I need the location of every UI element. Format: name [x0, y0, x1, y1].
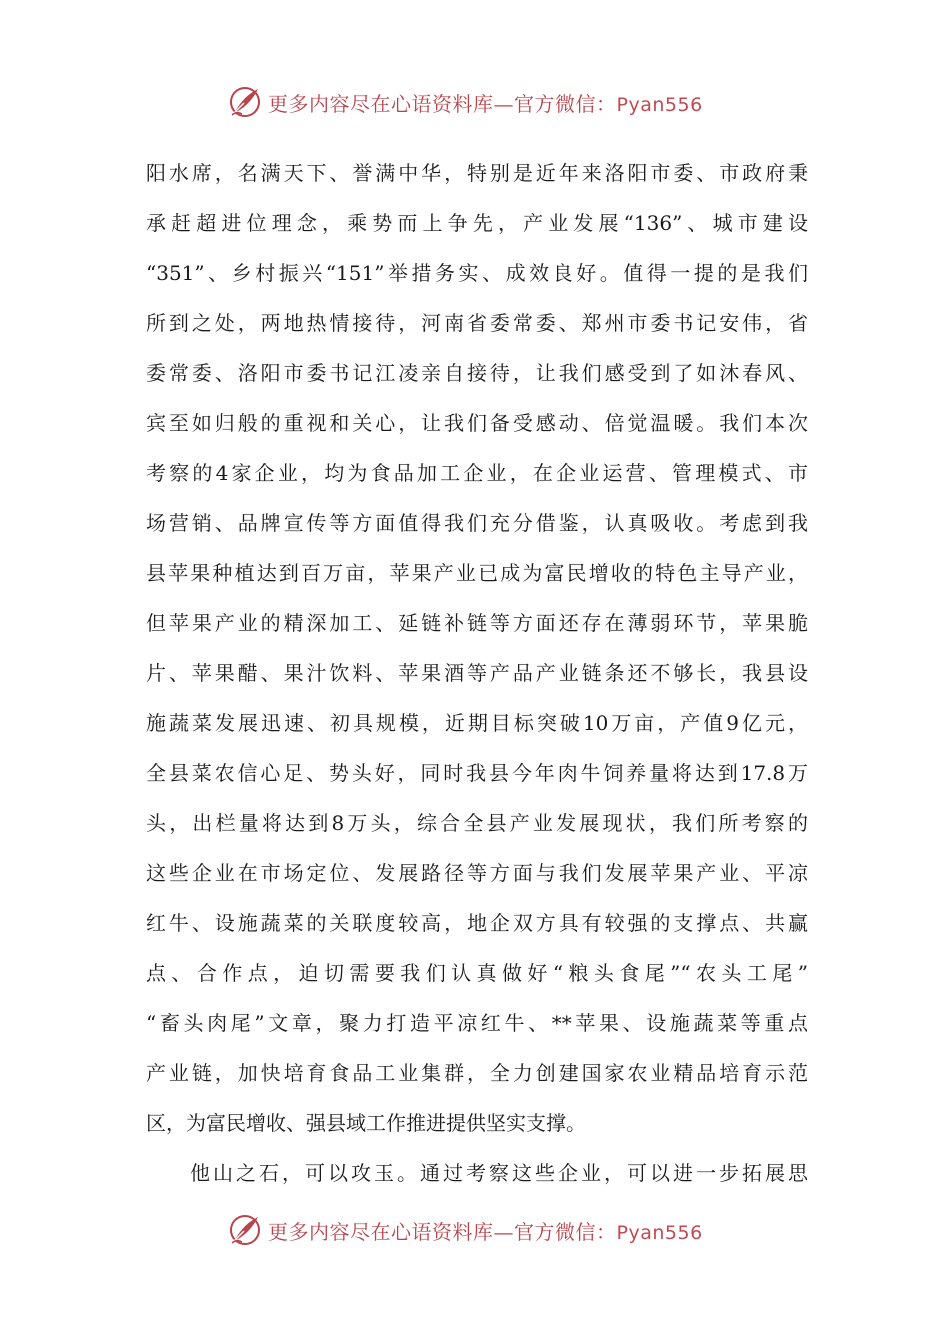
paragraph-1 [146, 148, 808, 1148]
text-line: 承赶超进位理念，乘势而上争先，产业发展“136”、城市建设 [146, 211, 808, 235]
footer-banner-suffix: 官方微信： [514, 1219, 617, 1244]
text-line: 所到之处，两地热情接待，河南省委常委、郑州市委书记安伟，省 [146, 311, 808, 335]
text-line: 施蔬菜发展迅速、初具规模，近期目标突破10万亩，产值9亿元， [146, 711, 808, 735]
header-banner [228, 84, 728, 120]
text-line: 点、合作点，迫切需要我们认真做好“粮头食尾”“农头工尾” [146, 961, 808, 985]
text-line: 宾至如归般的重视和关心，让我们备受感动、倍觉温暖。我们本次 [146, 411, 808, 435]
header-banner-text [268, 88, 703, 117]
footer-banner-text [268, 1216, 703, 1245]
text-line: 片、苹果醋、果汁饮料、苹果酒等产品产业链条还不够长，我县设 [146, 661, 808, 685]
text-line: 但苹果产业的精深加工、延链补链等方面还存在薄弱环节，苹果脆 [146, 611, 808, 635]
text-line: 阳水席，名满天下、誉满中华，特别是近年来洛阳市委、市政府秉 [146, 161, 808, 185]
text-line: 县苹果种植达到百万亩，苹果产业已成为富民增收的特色主导产业， [146, 561, 808, 585]
header-banner-main: 更多内容尽在心语资料库 [268, 91, 494, 116]
paragraph-2 [146, 1148, 808, 1198]
text-line: 产业链，加快培育食品工业集群，全力创建国家农业精品培育示范 [146, 1061, 808, 1085]
text-line: “351”、乡村振兴“151”举措务实、成效良好。值得一提的是我们 [146, 261, 808, 285]
text-line: 这些企业在市场定位、发展路径等方面与我们发展苹果产业、平凉 [146, 861, 808, 885]
quill-pen-logo-icon [228, 85, 262, 119]
footer-banner-dash: — [493, 1219, 514, 1244]
text-line: 他山之石，可以攻玉。通过考察这些企业，可以进一步拓展思 [190, 1161, 808, 1185]
footer-banner-main: 更多内容尽在心语资料库 [268, 1219, 494, 1244]
text-line: 区，为富民增收、强县域工作推进提供坚实支撑。 [146, 1111, 586, 1135]
header-banner-wechat: Pyan556 [616, 93, 703, 116]
text-line: 委常委、洛阳市委书记江凌亲自接待，让我们感受到了如沐春风、 [146, 361, 808, 385]
text-line: 头，出栏量将达到8万头，综合全县产业发展现状，我们所考察的 [146, 811, 808, 835]
text-line: “畜头肉尾”文章，聚力打造平凉红牛、**苹果、设施蔬菜等重点 [146, 1011, 808, 1035]
footer-banner-wechat: Pyan556 [616, 1221, 703, 1244]
text-line: 红牛、设施蔬菜的关联度较高，地企双方具有较强的支撑点、共赢 [146, 911, 808, 935]
quill-pen-logo-icon [228, 1213, 262, 1247]
header-banner-suffix: 官方微信： [514, 91, 617, 116]
header-banner-dash: — [493, 91, 514, 116]
text-line: 场营销、品牌宣传等方面值得我们充分借鉴，认真吸收。考虑到我 [146, 511, 808, 535]
footer-banner [228, 1212, 728, 1248]
text-line: 全县菜农信心足、势头好，同时我县今年肉牛饲养量将达到17.8万 [146, 761, 808, 785]
text-line: 考察的4家企业，均为食品加工企业，在企业运营、管理模式、市 [146, 461, 808, 485]
document-body [146, 148, 808, 1198]
